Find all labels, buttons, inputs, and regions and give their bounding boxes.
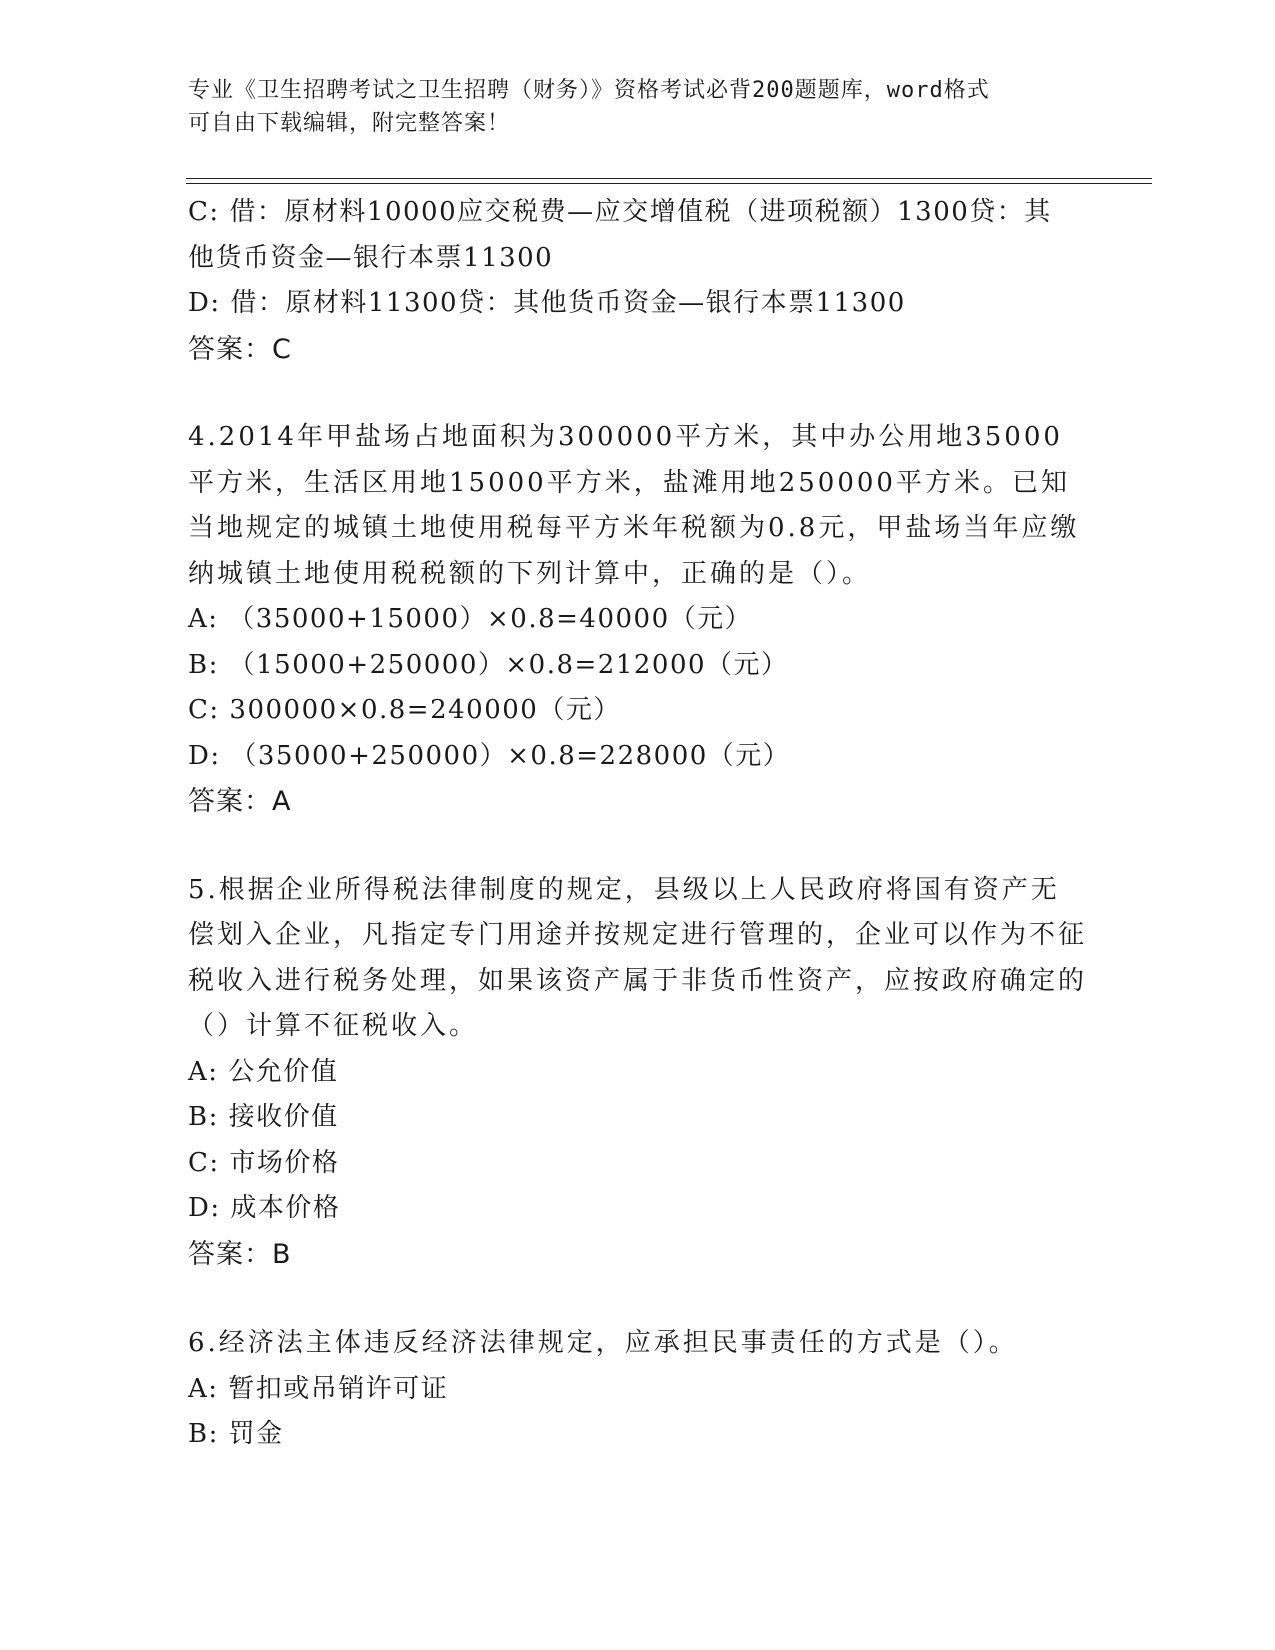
q6-option-b: B: 罚金 xyxy=(188,1419,284,1449)
question-spacer xyxy=(188,825,1088,868)
header-divider-bottom xyxy=(186,183,1152,184)
q5-option-a: A: 公允价值 xyxy=(188,1056,339,1087)
q4-option-d: D: （35000+250000）×0.8=228000（元） xyxy=(188,740,791,771)
q3-option-c-line-2: 他货币资金—银行本票11300 xyxy=(188,242,554,273)
q3-option-c-line-1: C: 借：原材料10000应交税费—应交增值税（进项税额）1300贷：其 xyxy=(188,197,1052,227)
q5-option-c: C: 市场价格 xyxy=(188,1147,340,1178)
question-spacer xyxy=(188,1277,1088,1321)
question-3-tail xyxy=(188,190,1088,372)
q5-answer: 答案：B xyxy=(188,1238,292,1270)
q4-stem: 4.2014年甲盐场占地面积为300000平方米，其中办公用地35000平方米，生活区用地15000平方米，盐滩用地250000平方米。已知当地规定的城镇土地使用税每平方米年税额为0.8元，甲盐场当年应缴纳城镇土地使用税税额的下列计算中，正确的是（）。 xyxy=(188,422,1080,589)
q4-option-a: A: （35000+15000）×0.8=40000（元） xyxy=(188,604,753,634)
q6-option-a: A: 暂扣或吊销许可证 xyxy=(188,1373,449,1404)
header-title-line-2: 可自由下载编辑，附完整答案！ xyxy=(188,111,511,136)
document-header xyxy=(188,74,1068,140)
question-6 xyxy=(188,1321,1088,1458)
question-content xyxy=(188,190,1088,1458)
q5-option-b: B: 接收价值 xyxy=(188,1102,339,1132)
q6-stem: 6.经济法主体违反经济法律规定，应承担民事责任的方式是（）。 xyxy=(188,1328,1018,1358)
header-divider-top xyxy=(186,178,1152,179)
q3-answer: 答案：C xyxy=(188,333,292,365)
q5-stem: 5.根据企业所得税法律制度的规定，县级以上人民政府将国有资产无偿划入企业，凡指定专门用途并按规定进行管理的，企业可以作为不征税收入进行税务处理，如果该资产属于非货币性资产，应按政府确定的（）计算不征税收入。 xyxy=(188,874,1088,1041)
q4-option-b: B: （15000+250000）×0.8=212000（元） xyxy=(188,649,789,680)
question-4 xyxy=(188,415,1088,825)
header-title-line-1: 专业《卫生招聘考试之卫生招聘（财务）》资格考试必背200题题库，word格式 xyxy=(188,78,990,103)
q3-option-d: D: 借：原材料11300贷：其他货币资金—银行本票11300 xyxy=(188,288,906,318)
q4-answer: 答案：A xyxy=(188,786,292,817)
question-spacer xyxy=(188,372,1088,415)
q5-option-d: D: 成本价格 xyxy=(188,1193,341,1223)
question-5 xyxy=(188,868,1088,1278)
q4-option-c: C: 300000×0.8=240000（元） xyxy=(188,695,621,725)
